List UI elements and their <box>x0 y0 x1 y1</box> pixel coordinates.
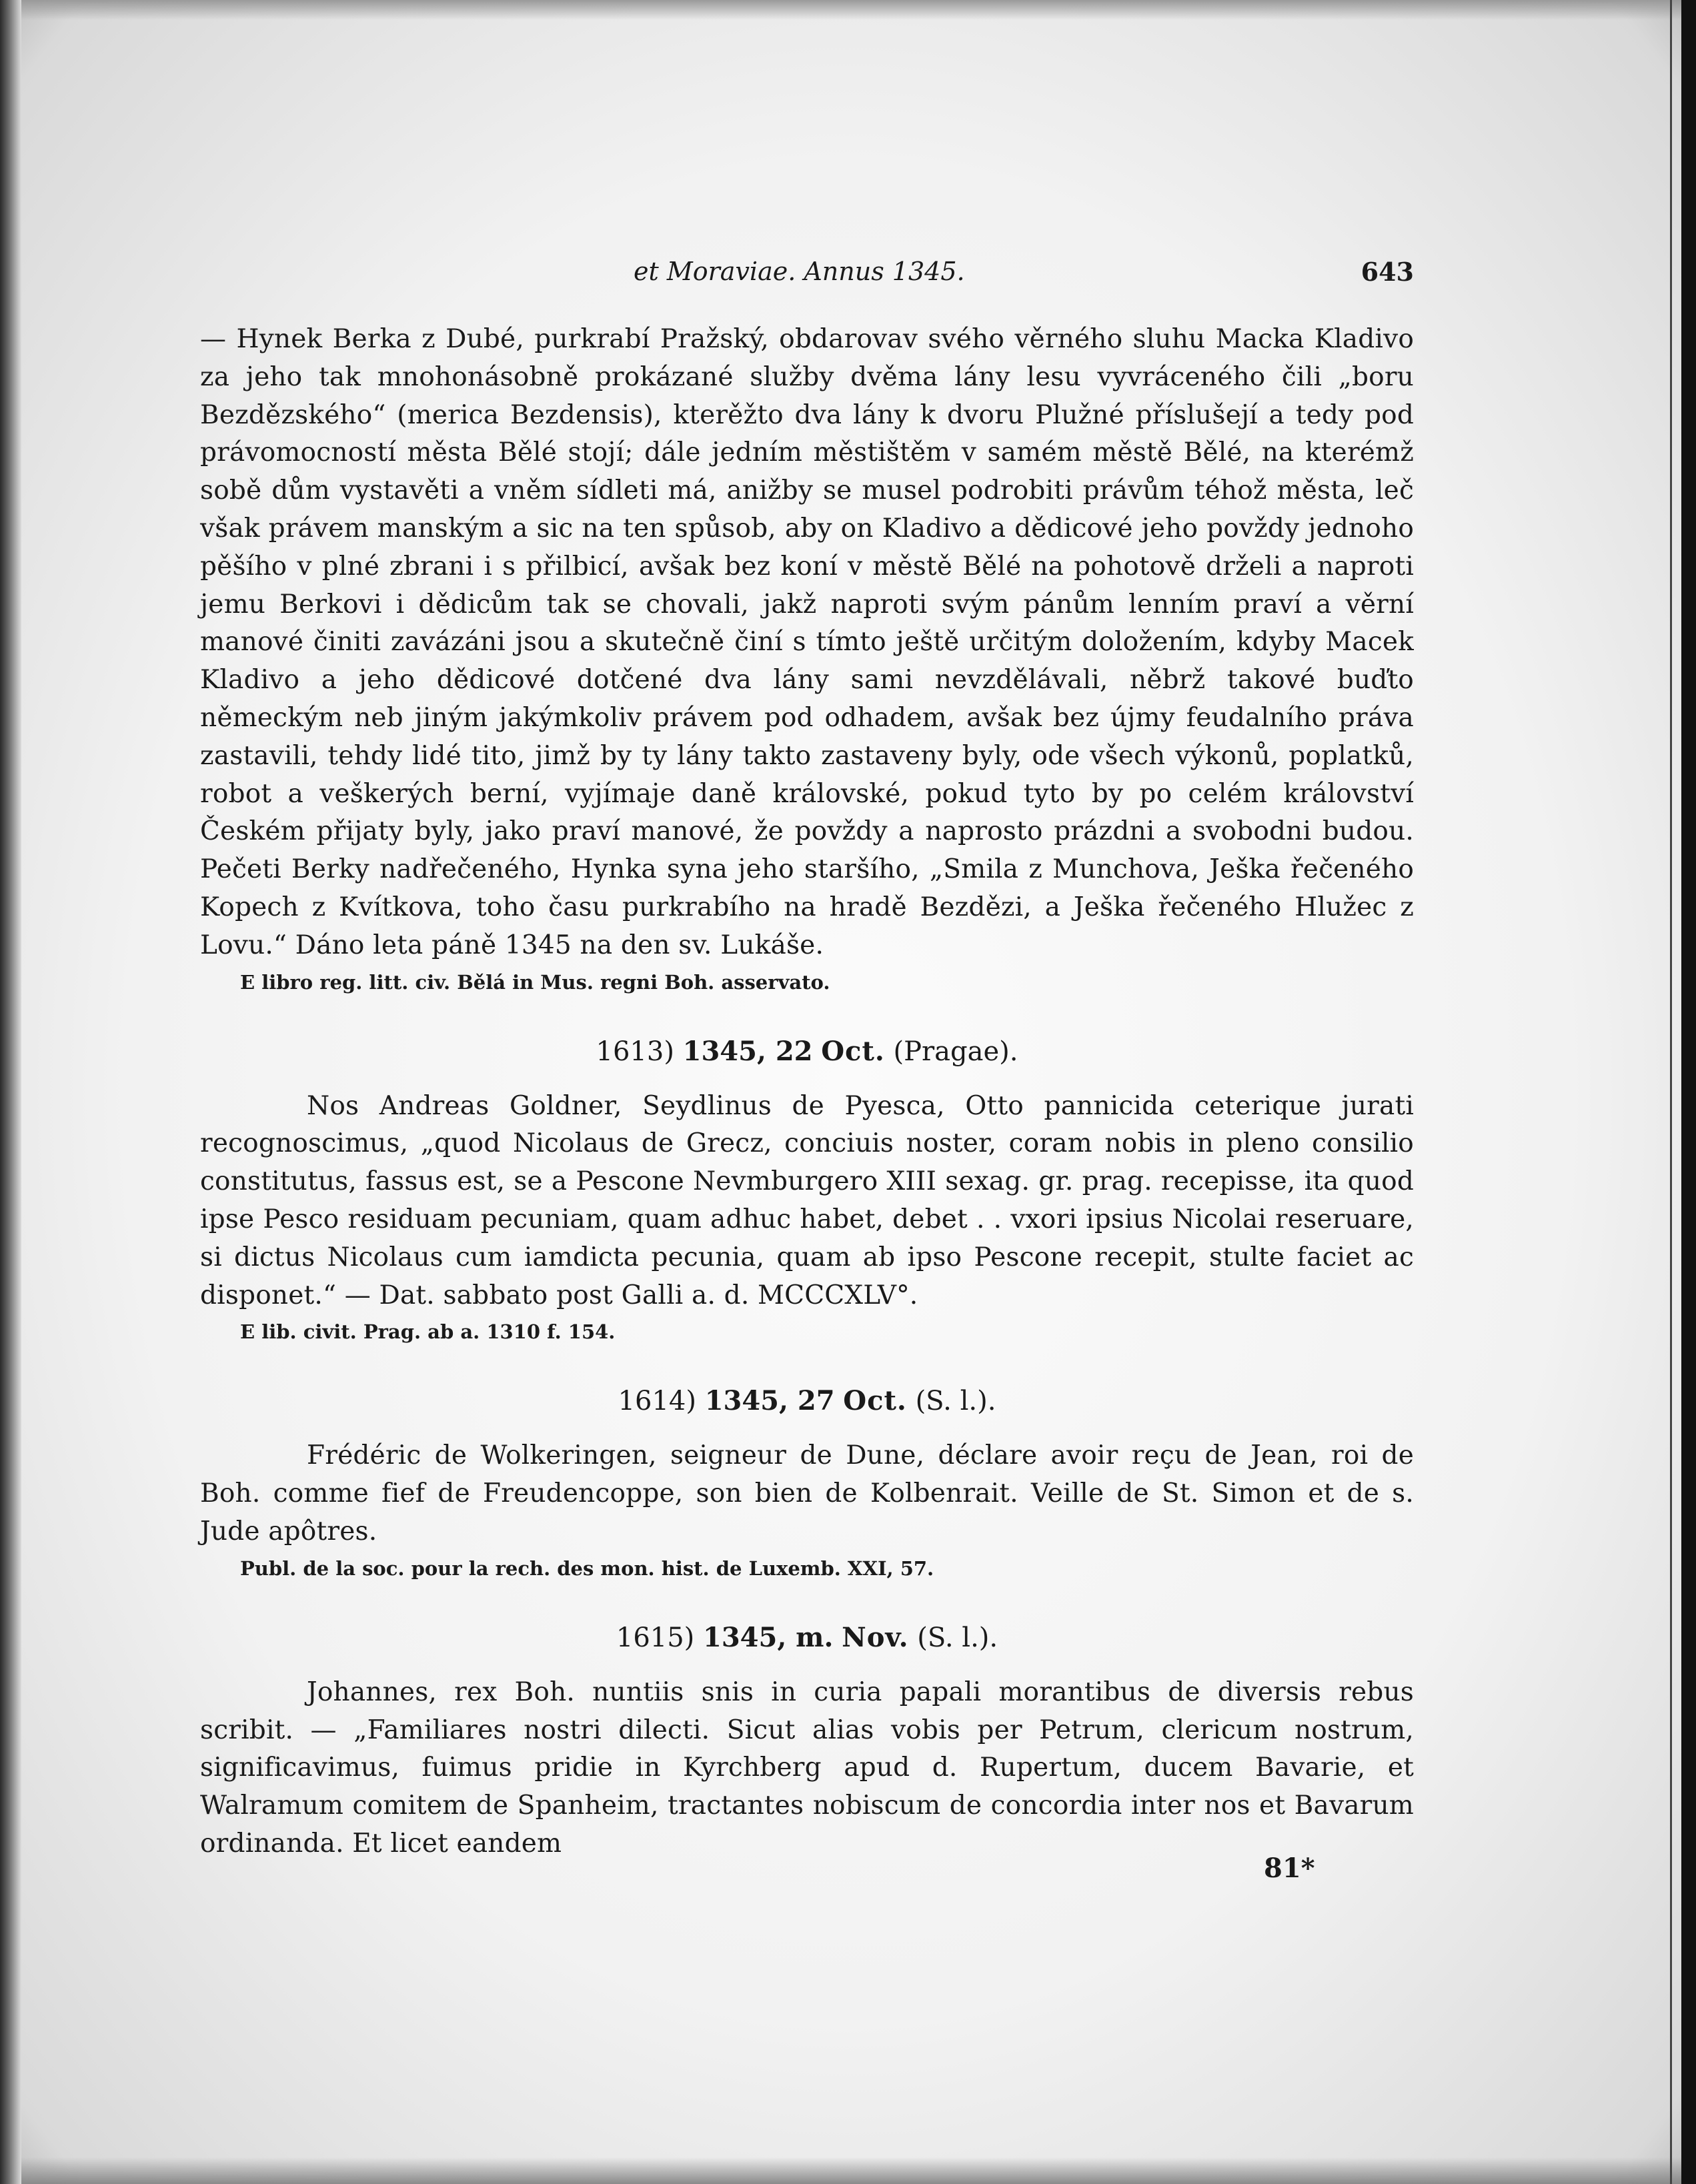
page-content <box>200 257 1414 1863</box>
entry-place: (Pragae). <box>893 1036 1018 1067</box>
running-title: et Moraviae. Annus 1345. <box>634 257 965 286</box>
entry-place: (S. l.). <box>915 1386 996 1417</box>
entry-month: Oct. <box>843 1385 907 1417</box>
entry-text-1613: Nos Andreas Goldner, Seydlinus de Pyesca, Otto pannicida ceterique jurati recognoscimus, „quod Nicolaus de Grecz, conciuis noster, coram nobis in pleno consilio constitutus, fassus est, se a Pescone Nevmburgero XIII sexag. gr. prag. recepisse, ita quod ipse Pesco residuam pecuniam, quam adhuc habet, debet . . vxori ipsius Nicolai reseruare, si dictus Nicolaus cum iamdicta pecunia, quam ab ipso Pescone recepit, stulte faciet ac disponet.“ — Dat. sabbato post Galli a. d. MCCCXLV°. <box>200 1090 1414 1310</box>
scan-edge-left <box>0 0 21 2184</box>
entry-date: 1345, 22 <box>682 1035 813 1067</box>
scan-edge-top <box>0 0 1696 20</box>
entry-number: 1615) <box>616 1622 695 1653</box>
continuation-source: E libro reg. litt. civ. Bělá in Mus. regni Boh. asservato. <box>240 970 830 994</box>
scan-edge-right <box>1681 0 1696 2184</box>
entry-month: Oct. <box>821 1035 885 1067</box>
entry-date: 1345, 27 <box>704 1385 835 1417</box>
entry-source-1613: E lib. civit. Prag. ab a. 1310 f. 154. <box>240 1320 616 1344</box>
continuation-paragraph: — Hynek Berka z Dubé, purkrabí Pražský, obdarovav svého věrného sluhu Macka Kladivo za jeho tak mnohonásobně prokázané služby dvěma lány lesu vyvráceného čili „boru Bezdězského“ (merica Bezdensis), kterěžto dva lány k dvoru Plužné příslušejí a tedy pod právomocností města Bělé stojí; dále jedním městištěm v samém městě Bělé, na kterémž sobě dům vystavěti a vněm sídleti má, anižby se musel podrobiti právům téhož města, leč však právem manským a sic na ten spůsob, aby on Kladivo a dědicové jeho povždy jednoho pěšího v plné zbrani i s přilbicí, avšak bez koní v městě Bělé na pohotově drželi a naproti jemu Berkovi i dědicům tak se chovali, jakž naproti svým pánům lenním praví a věrní manové činiti zavázáni jsou a skutečně činí s tímto ještě určitým doložením, kdyby Macek Kladivo a jeho dědicové dotčené dva lány sami nevzdělávali, něbrž takové buďto německým neb jiným jakýmkoliv právem pod odhadem, avšak bez újmy feudalního práva zastavili, tehdy lidé tito, jimž by ty lány takto zastaveny byly, ode všech výkonů, poplatků, robot a veškerých berní, vyjímaje daně královské, pokud tyto by po celém království Českém přijaty byly, jako praví manové, že povždy a naprosto prázdni a svobodni budou. Pečeti Berky nadřečeného, Hynka syna jeho staršího, „Smila z Munchova, Ješka řečeného Kopech z Kvítkova, toho času purkrabího na hradě Bezdězi, a Ješka řečeného Hlužec z Lovu.“ Dáno leta páně 1345 na den sv. Lukáše. <box>200 324 1414 960</box>
entry-text-1615: Johannes, rex Boh. nuntiis snis in curia papali morantibus de diversis rebus scribit. — „Familiares nostri dilecti. Sicut alias vobis per Petrum, clericum nostrum, significavimus, fuimus pridie in Kyrchberg apud d. Rupertum, ducem Bavarie, et Walramum comitem de Spanheim, tractantes nobiscum de concordia inter nos et Bavarum ordinanda. Et licet eandem <box>200 1677 1414 1859</box>
entry-heading-1615 <box>200 1619 1414 1657</box>
entry-text-1614: Frédéric de Wolkeringen, seigneur de Dune, déclare avoir reçu de Jean, roi de Boh. comme fief de Freudencoppe, son bien de Kolbenrait. Veille de St. Simon et de s. Jude apôtres. <box>200 1440 1414 1546</box>
entry-place: (S. l.). <box>917 1622 998 1653</box>
entry-number: 1614) <box>618 1386 696 1417</box>
page-number: 643 <box>1361 257 1414 287</box>
entry-heading-1614 <box>200 1382 1414 1420</box>
scan-edge-right-line <box>1670 0 1672 2184</box>
running-header <box>200 257 1414 303</box>
entry-source-1614: Publ. de la soc. pour la rech. des mon. hist. de Luxemb. XXI, 57. <box>240 1556 934 1580</box>
signature-mark: 81* <box>1264 1853 1315 1884</box>
scan-edge-bottom <box>0 2157 1696 2184</box>
entry-month: Nov. <box>842 1621 909 1653</box>
entry-heading-1613 <box>200 1033 1414 1070</box>
entry-date: 1345, m. <box>703 1621 834 1653</box>
entry-number: 1613) <box>596 1036 674 1067</box>
